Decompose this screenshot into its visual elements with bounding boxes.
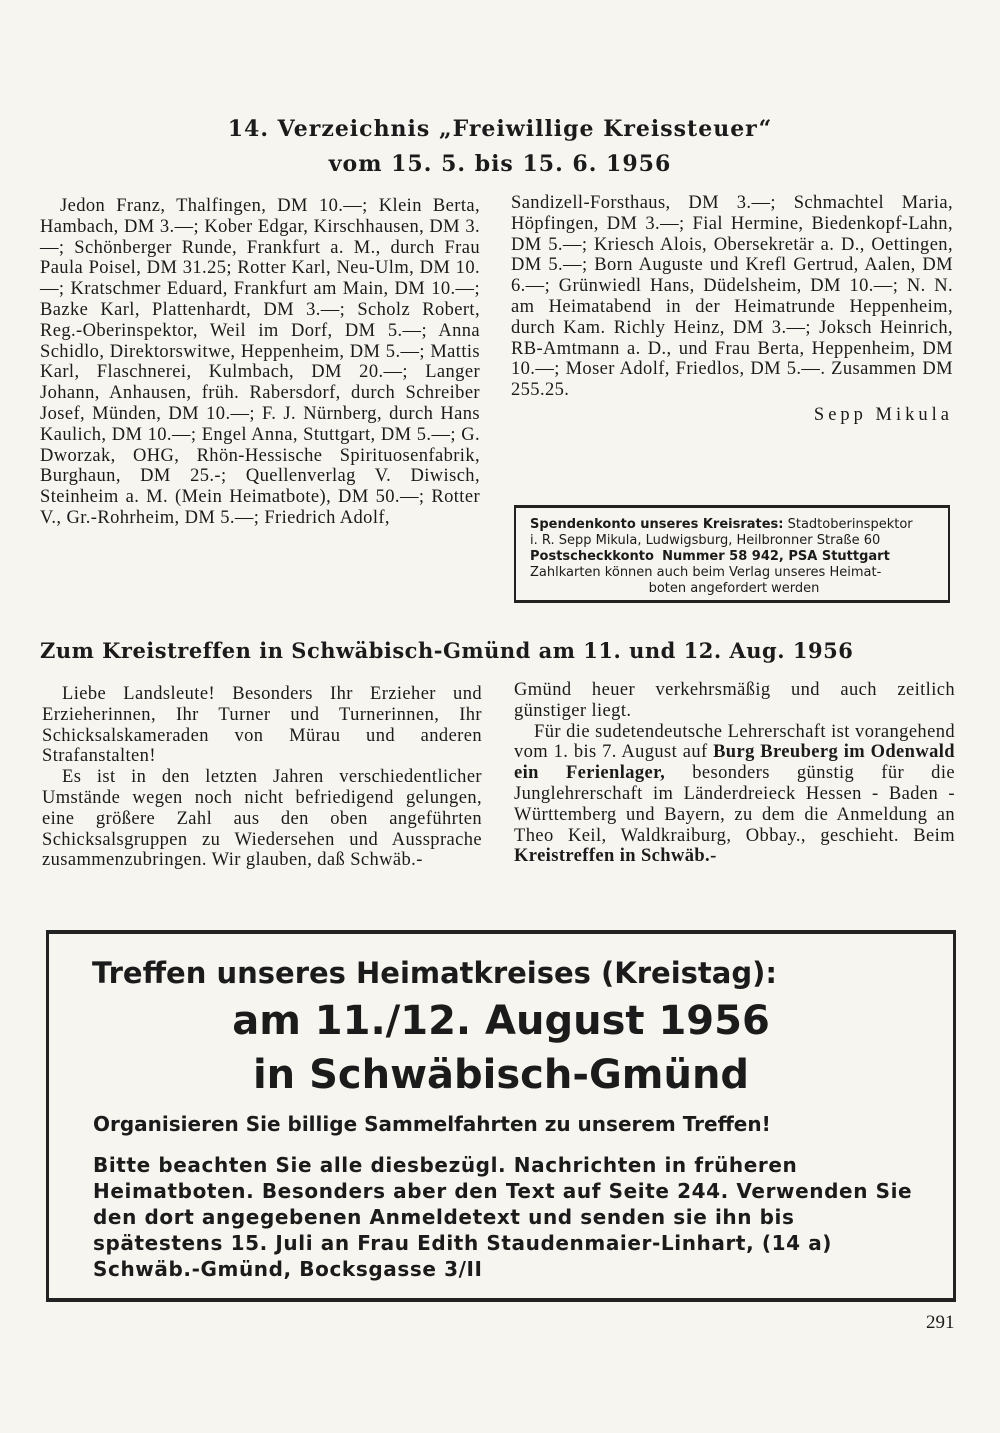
signature: Sepp Mikula [813,404,953,425]
konto-note-1: Zahlkarten können auch beim Verlag unseres Heimat- [530,565,882,580]
article-right-column [514,680,955,867]
konto-number: Nummer 58 942, PSA Stuttgart [662,549,890,564]
donations-right-text: Sandizell-Forsthaus, DM 3.—; Schmachtel Maria, Höpfingen, DM 3.—; Fial Hermine, Biedenkopf-Lahn, DM 5.—; Kriesch Alois, Obersekretär a. D., Oettingen, DM 5.—; Born Auguste und Krefl Gertrud, Aalen, DM 6.—; Grünwiedl Hans, Düdelsheim, DM 10.—; N. N. am Heimatabend in der Heimatrunde Heppenheim, durch Kam. Richly Heinz, DM 3.—; Joksch Heinrich, RB-Amtmann a. D., und Frau Berta, Heppenheim, DM 10.—; Moser Adolf, Friedlos, DM 5.—. Zusammen DM 255.25. [511,193,953,401]
list-title: 14. Verzeichnis „Freiwillige Kreissteuer“ [227,116,773,142]
donation-account-box [514,505,950,603]
notice-organize: Organisieren Sie billige Sammelfahrten zu unserem Treffen! [93,1112,771,1136]
article-right-p1: Gmünd heuer verkehrsmäßig und auch zeitlich günstiger liegt. [514,680,955,721]
article-camp-location: Burg Breuberg im Odenwald ein Ferienlager, [514,742,955,784]
meeting-notice-box [46,930,956,1302]
konto-line1-rest: Stadtoberinspektor [783,517,913,532]
article-right-p2c: besonders günstig für die Junglehrerschaft im Länderdreieck Hessen - Baden - Württemberg und Bayern, zu dem die Anmeldung an Theo Keil, Waldkraiburg, Obbay., geschieht. Beim [514,763,955,846]
konto-address: i. R. Sepp Mikula, Ludwigsburg, Heilbronner Straße 60 [530,533,881,548]
article-left-column [42,684,482,871]
notice-heading: Treffen unseres Heimatkreises (Kreistag): [92,956,777,990]
article-heading: Zum Kreistreffen in Schwäbisch-Gmünd am 11. und 12. Aug. 1956 [40,638,854,663]
konto-postscheck-label: Postscheckkonto [530,549,654,564]
list-subtitle: vom 15. 5. bis 15. 6. 1956 [328,151,672,177]
article-right-p2a: Für die sudetendeutsche Lehrerschaft ist vorangehend vom 1. bis 7. August auf [514,721,955,763]
donations-left-column [40,196,480,529]
article-left-p1: Liebe Landsleute! Besonders Ihr Erzieher und Erzieherinnen, Ihr Turner und Turnerinnen, Ihr Schicksalskameraden von Mürau und anderen Strafanstalten! [42,684,482,767]
notice-text: Bitte beachten Sie alle diesbezügl. Nachrichten in früheren Heimatboten. Besonders aber den Text auf Seite 244. Verwenden Sie den dort angegebenen Anmeldetext und senden sie ihn bis spätestens 15. Juli an Frau Edith Staudenmaier-Linhart, (14 a) Schwäb.-Gmünd, Bocksgasse 3/II [93,1153,913,1281]
article-kreistreffen: Kreistreffen in Schwäb.- [514,846,717,867]
page-number: 291 [926,1312,955,1333]
konto-label: Spendenkonto unseres Kreisrates: [530,517,784,532]
notice-place: in Schwäbisch-Gmünd [252,1052,750,1098]
konto-note-2: boten angefordert werden [648,581,820,596]
article-left-p2: Es ist in den letzten Jahren verschiedentlicher Umstände wegen noch nicht befriedigend gelungen, eine größere Zahl aus den oben angeführten Schicksalsgruppen zu Wiedersehen und Aussprache zusammenzubringen. Wir glauben, daß Schwäb.- [42,767,482,871]
donations-left-text: Jedon Franz, Thalfingen, DM 10.—; Klein Berta, Hambach, DM 3.—; Kober Edgar, Kirschhausen, DM 3.—; Schönberger Runde, Frankfurt a. M., durch Frau Paula Poisel, DM 31.25; Rotter Karl, Neu-Ulm, DM 10.—; Kratschmer Eduard, Frankfurt am Main, DM 10.—; Bazke Karl, Plattenhardt, DM 3.—; Scholz Robert, Reg.-Oberinspektor, Weil im Dorf, DM 5.—; Anna Schidlo, Direktorswitwe, Heppenheim, DM 5.—; Mattis Karl, Flaschnerei, Kulmbach, DM 20.—; Langer Johann, Anhausen, früh. Rabersdorf, durch Schreiber Josef, Münden, DM 10.—; F. J. Nürnberg, durch Hans Kaulich, DM 10.—; Engel Anna, Stuttgart, DM 5.—; G. Dworzak, OHG, Rhön-Hessische Spirituosenfabrik, Burghaun, DM 25.-; Quellenverlag V. Diwisch, Steinheim a. M. (Mein Heimatbote), DM 50.—; Rotter V., Gr.-Rohrheim, DM 5.—; Friedrich Adolf, [40,196,480,528]
donations-right-column [511,193,953,426]
notice-date: am 11./12. August 1956 [232,998,770,1044]
